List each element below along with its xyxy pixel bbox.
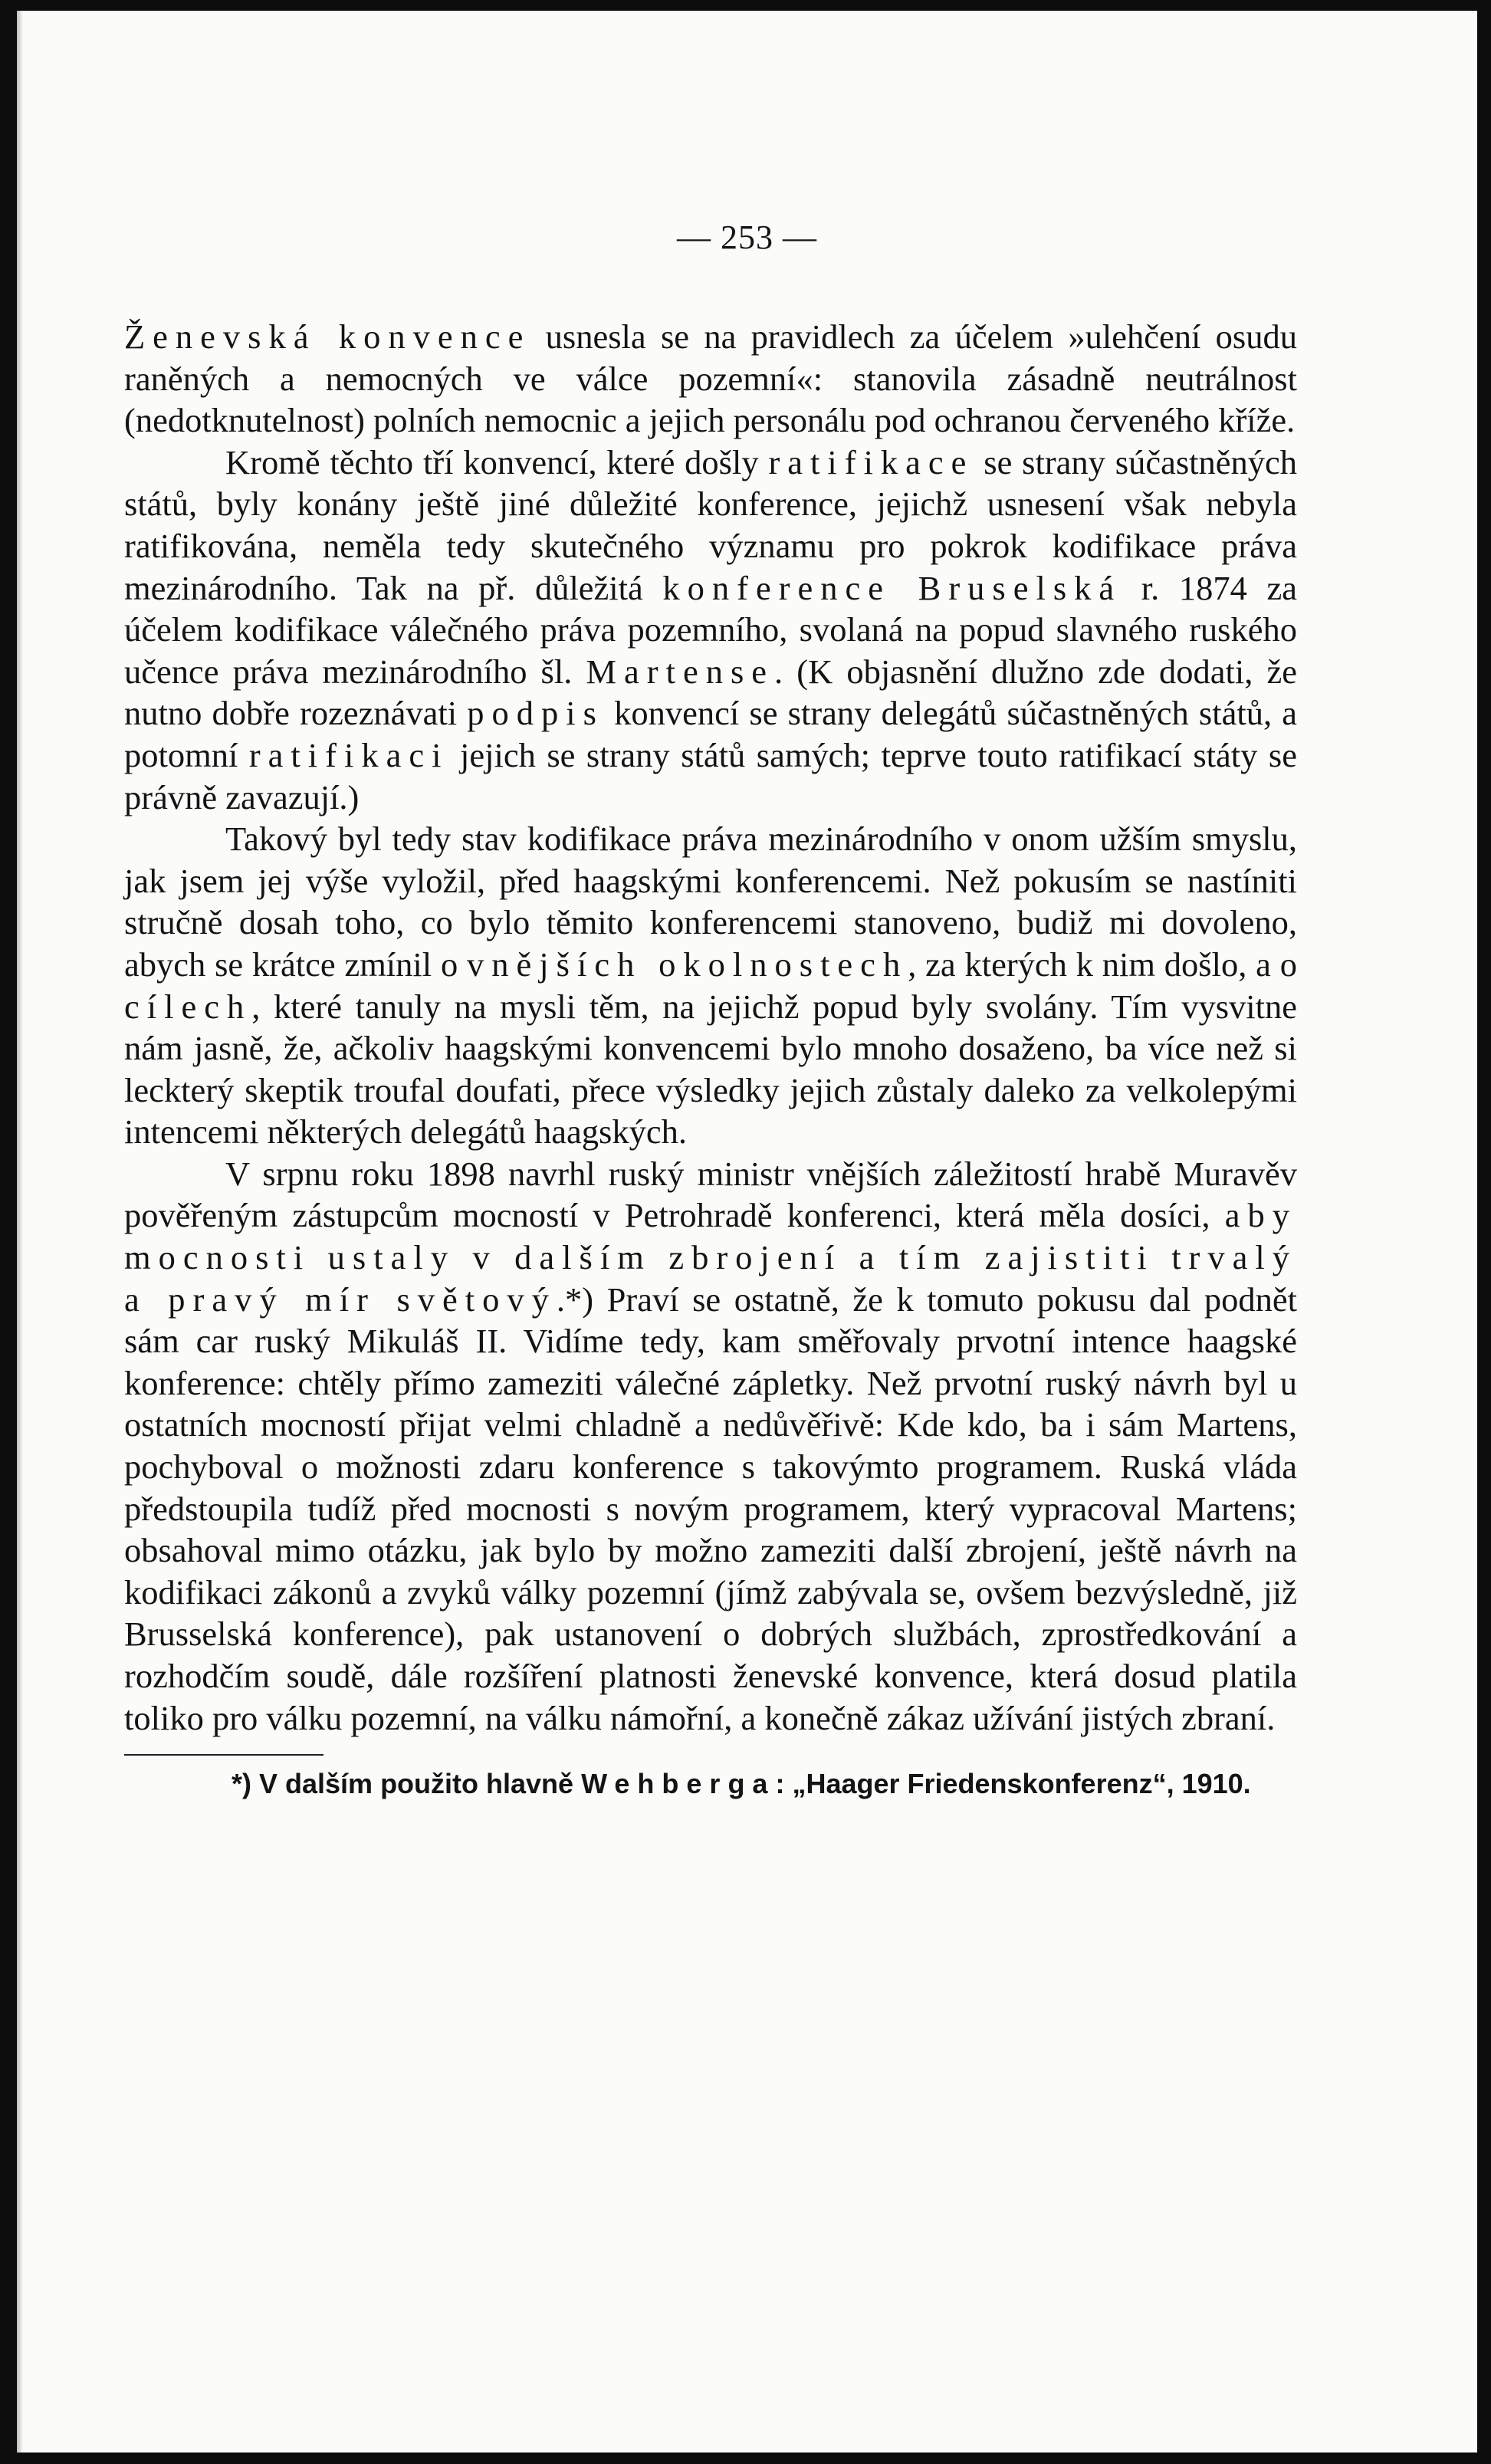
footnote-marker-run: *) V dalším použito hlavně [232,1768,582,1800]
spaced-emphasis: vnějších okolnostech [467,945,908,984]
paragraph-muravev-proposal [124,1153,1297,1739]
spaced-emphasis: podpis [467,694,604,733]
spaced-emphasis: Martense [586,652,775,691]
text-run: . (K objasnění dlužno zde dodati, že nutno dobře rozeznávati [124,652,1297,733]
text-run: Takový byl tedy stav kodifikace práva mezinárodního v onom užším smyslu, jak jsem jej výše vyložil, před haagskými konferencemi. Než pokusím se nastíniti stručně dosah toho, co bylo těmito konferencemi stanoveno, budiž mi dovoleno, abych se krátce zmínil o [124,820,1297,984]
spaced-emphasis: konference Bruselská [662,568,1122,607]
spaced-emphasis: cílech [124,987,252,1026]
text-run: , za kterých k nim došlo, a o [908,945,1297,984]
paragraph-other-conferences [124,442,1297,818]
footnote [124,1766,1297,1802]
text-run: Kromě těchto tří konvencí, které došly [225,442,769,481]
text-run: , které tanuly na mysli těm, na jejichž popud byly svolány. Tím vysvitne nám jasně, že, ačkoliv haagskými konvencemi bylo mnoho dosaženo, ba více než si leckterý skeptik troufal doufati, přece výsledky jejich zůstaly daleko za velkolepými intencemi některých delegátů haagských. [124,987,1297,1152]
paragraph-geneva-convention [124,316,1297,442]
text-run: r. 1874 za účelem kodifikace válečného práva pozemního, svolaná na popud slavného ruského učence práva mezinárodního šl. [124,568,1297,691]
footnote-divider [124,1754,323,1756]
paragraph-codification-state [124,818,1297,1153]
spaced-emphasis: ratifikaci [248,735,449,774]
text-run: se strany súčastněných států, byly konány ještě jiné důležité konference, jejichž usnesení však nebyla ratifikována, neměla tedy skutečného významu pro pokrok kodifikace práva mezinárodního. Tak na př. důležitá [124,442,1298,607]
text-run: konvencí se strany delegátů súčastněných států, a potomní [124,694,1297,774]
spaced-emphasis: Ženevská konvence [124,317,531,356]
book-page [17,11,1477,2453]
text-run: : „Haager Friedenskonferenz“, 1910. [775,1768,1251,1800]
text-run: jejich se strany států samých; teprve touto ratifikací státy se právně zavazují.) [124,735,1297,816]
spaced-emphasis: Wehberga [581,1768,776,1800]
page-spine-shadow [17,11,23,2453]
page-number: — 253 — [677,218,817,256]
text-run: V srpnu roku 1898 navrhl ruský ministr vnějších záležitostí hrabě Muravěv pověřeným zástupcům mocností v Petrohradě konferenci, která měla dosíci, [124,1154,1297,1235]
spaced-emphasis: ratifikace [768,442,974,481]
text-run: usnesla se na pravidlech za účelem »ulehčení osudu raněných a nemocných ve válce pozemní«: stanovila zásadně neutrálnost (nedotknutelnost) polních nemocnic a jejich personálu pod ochranou červeného kříže. [124,317,1297,440]
text-run: .*) Praví se ostatně, že k tomuto pokusu dal podnět sám car ruský Mikuláš II. Vidíme tedy, kam směřovaly prvotní intence haagské konference: chtěly přímo zameziti válečné zápletky. Než prvotní ruský návrh byl u ostatních mocností přijat velmi chladně a nedůvěřivě: Kde kdo, ba i sám Martens, pochyboval o možnosti zdaru konference s takovýmto programem. Ruská vláda předstoupila tudíž před mocnosti s novým programem, který vypracoval Martens; obsahoval mimo otázku, jak bylo by možno zameziti další zbrojení, ještě návrh na kodifikaci zákonů a zvyků války pozemní (jímž zabývala se, ovšem bezvýsledně, již Brusselská konference), pak ustanovení o dobrých službách, zprostředkování a rozhodčím soudě, dále rozšíření platnosti ženevské konvence, která dosud platila toliko pro válku pozemní, na válku námořní, a konečně zákaz užívání jistých zbraní. [124,1280,1297,1737]
body-text [124,316,1297,1802]
spaced-emphasis: aby mocnosti ustaly v dalším zbrojení a tím zajistiti trvalý a pravý mír světový [124,1196,1297,1319]
